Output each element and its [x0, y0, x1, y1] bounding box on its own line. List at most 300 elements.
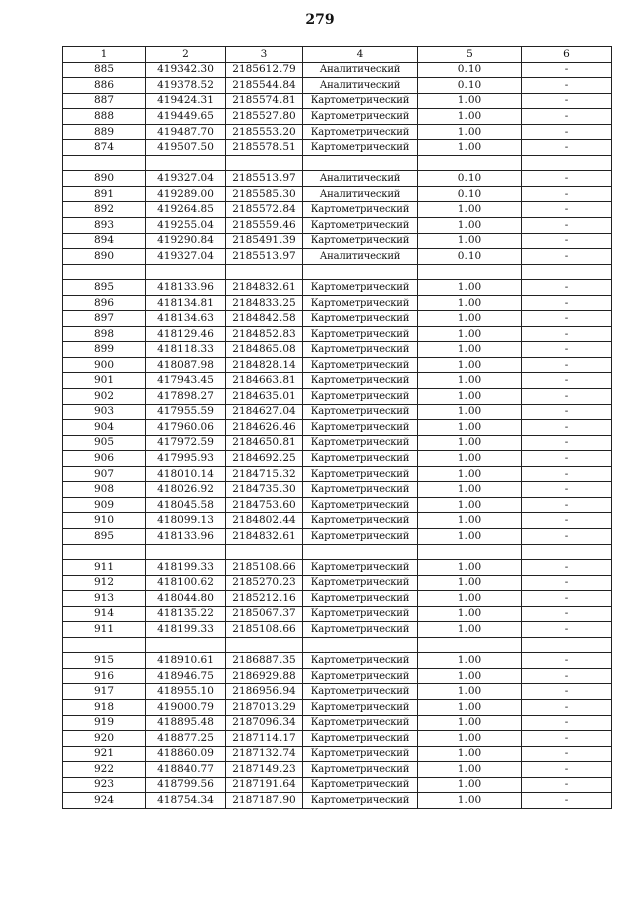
table-cell: 911 — [63, 622, 146, 638]
table-cell: - — [522, 622, 612, 638]
table-row — [63, 777, 612, 793]
table-cell: 1.00 — [418, 233, 522, 249]
table-cell: - — [522, 357, 612, 373]
table-cell: 902 — [63, 389, 146, 405]
table-cell: 907 — [63, 466, 146, 482]
table-cell: 0.10 — [418, 62, 522, 78]
table-cell: 1.00 — [418, 606, 522, 622]
table-cell: 909 — [63, 497, 146, 513]
table-cell: Картометрический — [303, 746, 418, 762]
table-cell: 418010.14 — [146, 466, 226, 482]
table-cell-empty — [63, 637, 146, 653]
table-cell: 2185612.79 — [226, 62, 303, 78]
table-cell: 419449.65 — [146, 109, 226, 125]
table-cell: Картометрический — [303, 124, 418, 140]
table-cell-empty — [303, 544, 418, 560]
table-cell: 890 — [63, 171, 146, 187]
table-cell: 888 — [63, 109, 146, 125]
table-cell: 0.10 — [418, 171, 522, 187]
table-cell: 417972.59 — [146, 435, 226, 451]
table-cell: 418099.13 — [146, 513, 226, 529]
table-cell: 916 — [63, 668, 146, 684]
table-cell: Картометрический — [303, 575, 418, 591]
table-cell: 919 — [63, 715, 146, 731]
table-cell: - — [522, 777, 612, 793]
table-cell: 1.00 — [418, 280, 522, 296]
table-cell-empty — [226, 637, 303, 653]
table-cell: - — [522, 389, 612, 405]
table-cell-empty — [63, 264, 146, 280]
table-cell: Картометрический — [303, 140, 418, 156]
table-cell: - — [522, 793, 612, 809]
table-row — [63, 171, 612, 187]
table-cell: 908 — [63, 482, 146, 498]
table-cell: 2184865.08 — [226, 342, 303, 358]
table-cell: 903 — [63, 404, 146, 420]
table-cell: Картометрический — [303, 218, 418, 234]
table-cell: 917 — [63, 684, 146, 700]
table-cell: 1.00 — [418, 653, 522, 669]
table-cell: 1.00 — [418, 389, 522, 405]
table-cell: Картометрический — [303, 93, 418, 109]
table-cell-empty — [522, 544, 612, 560]
table-cell: 887 — [63, 93, 146, 109]
table-cell: 418134.81 — [146, 295, 226, 311]
table-cell: - — [522, 560, 612, 576]
table-cell: Картометрический — [303, 560, 418, 576]
table-cell: 2184626.46 — [226, 420, 303, 436]
table-cell: - — [522, 762, 612, 778]
table-separator-row — [63, 544, 612, 560]
table-cell: 418860.09 — [146, 746, 226, 762]
table-cell: 419378.52 — [146, 78, 226, 94]
table-cell: 2184833.25 — [226, 295, 303, 311]
table-cell: 419507.50 — [146, 140, 226, 156]
table-cell: 914 — [63, 606, 146, 622]
table-cell: Картометрический — [303, 295, 418, 311]
table-cell: 2184828.14 — [226, 357, 303, 373]
table-cell: 1.00 — [418, 513, 522, 529]
table-separator-row — [63, 264, 612, 280]
table-cell: 1.00 — [418, 684, 522, 700]
table-cell: 419487.70 — [146, 124, 226, 140]
table-cell: Картометрический — [303, 482, 418, 498]
table-cell: 1.00 — [418, 420, 522, 436]
table-cell: - — [522, 171, 612, 187]
table-cell: 923 — [63, 777, 146, 793]
table-cell: 1.00 — [418, 560, 522, 576]
table-row — [63, 731, 612, 747]
table-cell: - — [522, 528, 612, 544]
table-cell: - — [522, 715, 612, 731]
table-cell: 418946.75 — [146, 668, 226, 684]
table-cell-empty — [63, 544, 146, 560]
table-cell: 1.00 — [418, 528, 522, 544]
table-row — [63, 746, 612, 762]
table-row — [63, 233, 612, 249]
table-row — [63, 78, 612, 94]
table-cell: 895 — [63, 280, 146, 296]
table-cell: Картометрический — [303, 622, 418, 638]
table-cell: - — [522, 699, 612, 715]
table-cell: 900 — [63, 357, 146, 373]
table-cell-empty — [226, 264, 303, 280]
table-cell: 418133.96 — [146, 280, 226, 296]
table-cell: Картометрический — [303, 342, 418, 358]
table-cell: 2187191.64 — [226, 777, 303, 793]
table-cell: 1.00 — [418, 715, 522, 731]
table-row — [63, 699, 612, 715]
table-cell: Картометрический — [303, 591, 418, 607]
table-cell: 2185513.97 — [226, 171, 303, 187]
table-row — [63, 668, 612, 684]
table-cell: 419424.31 — [146, 93, 226, 109]
table-cell: 418044.80 — [146, 591, 226, 607]
table-cell: 2184635.01 — [226, 389, 303, 405]
table-cell: - — [522, 435, 612, 451]
table-cell: 1.00 — [418, 140, 522, 156]
table-cell: Картометрический — [303, 777, 418, 793]
table-cell: 891 — [63, 186, 146, 202]
table-cell: 2186887.35 — [226, 653, 303, 669]
table-cell: 419255.04 — [146, 218, 226, 234]
table-cell: - — [522, 513, 612, 529]
table-cell: 1.00 — [418, 451, 522, 467]
table-cell: Картометрический — [303, 280, 418, 296]
table-cell: 418754.34 — [146, 793, 226, 809]
table-cell: 1.00 — [418, 777, 522, 793]
table-cell: 1.00 — [418, 373, 522, 389]
table-cell: 418135.22 — [146, 606, 226, 622]
table-cell: 915 — [63, 653, 146, 669]
table-cell: 2187114.17 — [226, 731, 303, 747]
table-cell: 418799.56 — [146, 777, 226, 793]
table-cell-empty — [418, 637, 522, 653]
table-cell: - — [522, 404, 612, 420]
table-row — [63, 373, 612, 389]
table-cell: 1.00 — [418, 591, 522, 607]
table-cell: 417898.27 — [146, 389, 226, 405]
table-cell: 419327.04 — [146, 171, 226, 187]
table-cell: Аналитический — [303, 186, 418, 202]
table-cell: - — [522, 575, 612, 591]
table-cell: 912 — [63, 575, 146, 591]
table-cell: 924 — [63, 793, 146, 809]
table-cell: Картометрический — [303, 715, 418, 731]
table-cell: 2184753.60 — [226, 497, 303, 513]
table-cell: 918 — [63, 699, 146, 715]
table-row — [63, 591, 612, 607]
table-cell: Аналитический — [303, 171, 418, 187]
table-cell: Картометрический — [303, 420, 418, 436]
table-cell: 2185553.20 — [226, 124, 303, 140]
table-row — [63, 404, 612, 420]
table-cell: 896 — [63, 295, 146, 311]
table-cell: 874 — [63, 140, 146, 156]
table-cell: - — [522, 202, 612, 218]
table-cell: 418045.58 — [146, 497, 226, 513]
table-cell: Картометрический — [303, 699, 418, 715]
table-cell: Картометрический — [303, 684, 418, 700]
table-row — [63, 528, 612, 544]
table-cell: 2185212.16 — [226, 591, 303, 607]
table-cell: 2186956.94 — [226, 684, 303, 700]
table-cell: 1.00 — [418, 497, 522, 513]
column-header: 4 — [303, 47, 418, 63]
table-cell-empty — [146, 637, 226, 653]
table-cell: 890 — [63, 249, 146, 265]
table-cell: - — [522, 93, 612, 109]
table-cell: 0.10 — [418, 186, 522, 202]
table-cell: 1.00 — [418, 93, 522, 109]
table-cell: Картометрический — [303, 109, 418, 125]
table-cell: 418910.61 — [146, 653, 226, 669]
table-row — [63, 249, 612, 265]
table-row — [63, 622, 612, 638]
table-row — [63, 653, 612, 669]
table-cell: 418199.33 — [146, 560, 226, 576]
table-cell: 418118.33 — [146, 342, 226, 358]
table-cell: - — [522, 482, 612, 498]
table-cell: 2184715.32 — [226, 466, 303, 482]
column-header: 5 — [418, 47, 522, 63]
table-cell: - — [522, 606, 612, 622]
table-row — [63, 715, 612, 731]
table-cell: Картометрический — [303, 326, 418, 342]
table-row — [63, 684, 612, 700]
table-cell: 418129.46 — [146, 326, 226, 342]
table-cell: Картометрический — [303, 762, 418, 778]
table-cell: 418134.63 — [146, 311, 226, 327]
table-cell: 418877.25 — [146, 731, 226, 747]
table-cell: 2185067.37 — [226, 606, 303, 622]
table-row — [63, 62, 612, 78]
table-cell: 1.00 — [418, 482, 522, 498]
table-cell-empty — [226, 155, 303, 171]
table-cell: Картометрический — [303, 373, 418, 389]
table-cell: 419264.85 — [146, 202, 226, 218]
table-row — [63, 435, 612, 451]
table-cell: Картометрический — [303, 497, 418, 513]
table-cell: - — [522, 668, 612, 684]
table-cell: - — [522, 109, 612, 125]
table-row — [63, 420, 612, 436]
header-row — [63, 47, 612, 63]
table-row — [63, 295, 612, 311]
table-cell: 2185574.81 — [226, 93, 303, 109]
table-cell: Картометрический — [303, 606, 418, 622]
table-cell: 1.00 — [418, 124, 522, 140]
table-row — [63, 280, 612, 296]
table-cell: Картометрический — [303, 202, 418, 218]
table-cell: 418087.98 — [146, 357, 226, 373]
table-cell: Картометрический — [303, 357, 418, 373]
table-cell: - — [522, 326, 612, 342]
table-cell: 2184832.61 — [226, 280, 303, 296]
table-separator-row — [63, 637, 612, 653]
table-cell: 1.00 — [418, 295, 522, 311]
table-cell: 1.00 — [418, 326, 522, 342]
table-cell: Картометрический — [303, 668, 418, 684]
table-cell: Картометрический — [303, 404, 418, 420]
table-cell: 1.00 — [418, 575, 522, 591]
table-row — [63, 357, 612, 373]
table-cell-empty — [303, 155, 418, 171]
table-cell: 2185578.51 — [226, 140, 303, 156]
table-row — [63, 326, 612, 342]
table-cell: 920 — [63, 731, 146, 747]
table-cell-empty — [522, 637, 612, 653]
table-cell: Картометрический — [303, 528, 418, 544]
table-cell-empty — [146, 544, 226, 560]
table-row — [63, 311, 612, 327]
table-cell: - — [522, 653, 612, 669]
table-cell: Картометрический — [303, 233, 418, 249]
table-cell: Аналитический — [303, 62, 418, 78]
table-cell: 2185513.97 — [226, 249, 303, 265]
table-cell: 1.00 — [418, 746, 522, 762]
table-cell-empty — [522, 264, 612, 280]
table-cell: 1.00 — [418, 622, 522, 638]
table-cell: 0.10 — [418, 249, 522, 265]
table-cell: Картометрический — [303, 389, 418, 405]
table-cell: 921 — [63, 746, 146, 762]
table-separator-row — [63, 155, 612, 171]
table-cell: 897 — [63, 311, 146, 327]
table-row — [63, 202, 612, 218]
table-cell: 1.00 — [418, 699, 522, 715]
table-cell: 2185491.39 — [226, 233, 303, 249]
table-cell: 2185544.84 — [226, 78, 303, 94]
table-cell: - — [522, 233, 612, 249]
table-cell: 2184735.30 — [226, 482, 303, 498]
table-cell: - — [522, 62, 612, 78]
table-cell: 2184663.81 — [226, 373, 303, 389]
table-cell: 1.00 — [418, 435, 522, 451]
table-cell: 886 — [63, 78, 146, 94]
column-header: 3 — [226, 47, 303, 63]
table-cell: 2187149.23 — [226, 762, 303, 778]
table-cell: 418199.33 — [146, 622, 226, 638]
table-cell: 2185108.66 — [226, 622, 303, 638]
table-cell: 2184692.25 — [226, 451, 303, 467]
table-cell: 893 — [63, 218, 146, 234]
table-row — [63, 124, 612, 140]
table-cell: - — [522, 342, 612, 358]
table-cell: 2186929.88 — [226, 668, 303, 684]
table-cell: 419289.00 — [146, 186, 226, 202]
table-cell: 1.00 — [418, 404, 522, 420]
table-cell: 922 — [63, 762, 146, 778]
table-cell: - — [522, 186, 612, 202]
column-header: 2 — [146, 47, 226, 63]
table-cell: - — [522, 218, 612, 234]
table-cell: - — [522, 731, 612, 747]
table-cell: Картометрический — [303, 451, 418, 467]
table-cell: 2184842.58 — [226, 311, 303, 327]
table-cell: - — [522, 373, 612, 389]
coordinates-table — [62, 46, 612, 809]
table-row — [63, 762, 612, 778]
table-cell: 418955.10 — [146, 684, 226, 700]
table-cell: 906 — [63, 451, 146, 467]
table-cell: 2187096.34 — [226, 715, 303, 731]
table-cell: 1.00 — [418, 311, 522, 327]
table-row — [63, 513, 612, 529]
table-row — [63, 186, 612, 202]
table-row — [63, 218, 612, 234]
table-cell: Картометрический — [303, 793, 418, 809]
table-cell: 2185270.23 — [226, 575, 303, 591]
table-cell: 1.00 — [418, 793, 522, 809]
table-cell: Аналитический — [303, 249, 418, 265]
table-cell: 889 — [63, 124, 146, 140]
table-cell: 2184832.61 — [226, 528, 303, 544]
table-cell: 417943.45 — [146, 373, 226, 389]
table-cell: 419290.84 — [146, 233, 226, 249]
table-cell: 2185527.80 — [226, 109, 303, 125]
table-cell: 418895.48 — [146, 715, 226, 731]
table-row — [63, 451, 612, 467]
table-cell: - — [522, 420, 612, 436]
table-cell: 2184650.81 — [226, 435, 303, 451]
table-cell: 419327.04 — [146, 249, 226, 265]
table-cell: - — [522, 466, 612, 482]
table-cell: 418026.92 — [146, 482, 226, 498]
table-cell: 417960.06 — [146, 420, 226, 436]
table-cell: Картометрический — [303, 311, 418, 327]
table-cell: 910 — [63, 513, 146, 529]
table-cell-empty — [418, 264, 522, 280]
table-cell: 2184802.44 — [226, 513, 303, 529]
table-cell: - — [522, 280, 612, 296]
table-cell: 2185585.30 — [226, 186, 303, 202]
table-cell: - — [522, 249, 612, 265]
table-cell: 2184852.83 — [226, 326, 303, 342]
table-cell: 2185572.84 — [226, 202, 303, 218]
table-cell: 2184627.04 — [226, 404, 303, 420]
table-cell: 417955.59 — [146, 404, 226, 420]
table-cell: 1.00 — [418, 202, 522, 218]
table-cell: 419342.30 — [146, 62, 226, 78]
table-cell: 1.00 — [418, 668, 522, 684]
table-cell: 1.00 — [418, 762, 522, 778]
table-row — [63, 575, 612, 591]
table-cell: 417995.93 — [146, 451, 226, 467]
table-cell: Картометрический — [303, 653, 418, 669]
table-cell: Картометрический — [303, 466, 418, 482]
table-cell: - — [522, 78, 612, 94]
table-cell: 418840.77 — [146, 762, 226, 778]
table-cell: Картометрический — [303, 513, 418, 529]
table-cell: 911 — [63, 560, 146, 576]
table-row — [63, 342, 612, 358]
table-cell: 895 — [63, 528, 146, 544]
table-cell: - — [522, 497, 612, 513]
table-row — [63, 389, 612, 405]
table-cell: - — [522, 311, 612, 327]
column-header: 6 — [522, 47, 612, 63]
table-row — [63, 606, 612, 622]
table-cell: 2185559.46 — [226, 218, 303, 234]
table-cell: 2185108.66 — [226, 560, 303, 576]
table-cell: - — [522, 451, 612, 467]
table-cell-empty — [226, 544, 303, 560]
table-cell: Картометрический — [303, 731, 418, 747]
table-row — [63, 140, 612, 156]
table-row — [63, 497, 612, 513]
table-row — [63, 93, 612, 109]
